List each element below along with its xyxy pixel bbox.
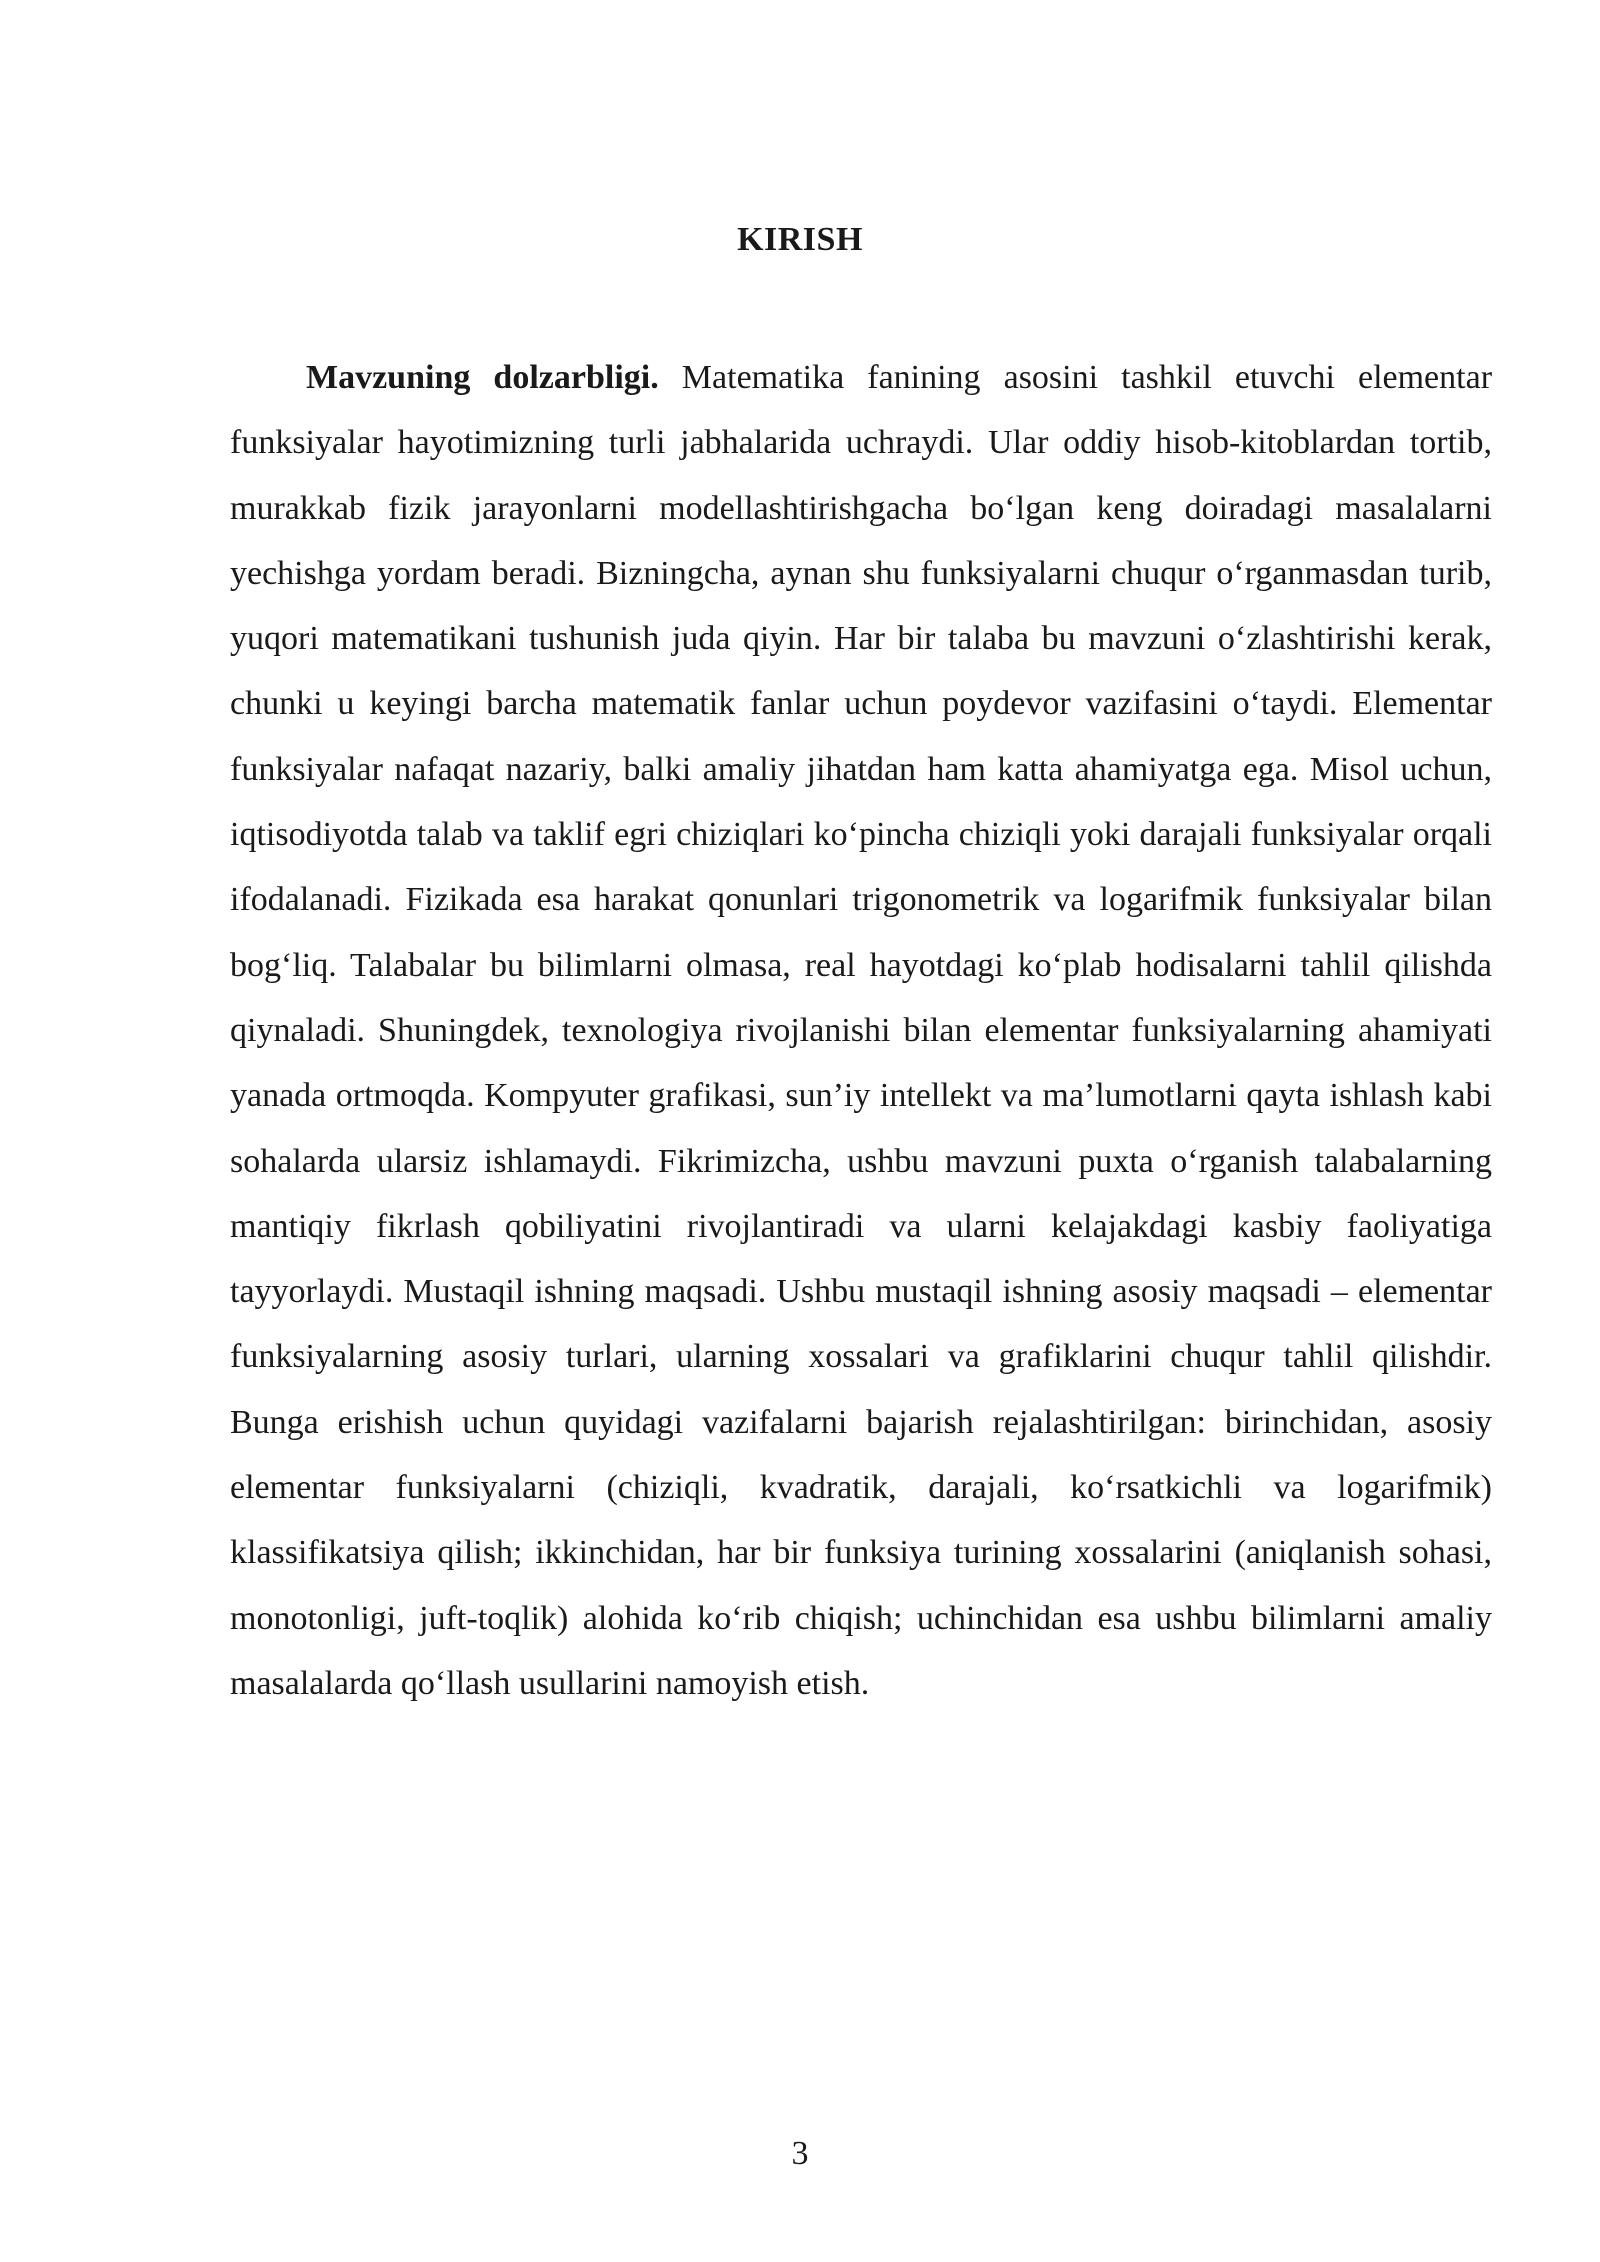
section-title: KIRISH [737, 221, 863, 258]
paragraph-text: Matematika fanining asosini tashkil etuvchi elementar funksiyalar hayotimizning turli jabhalarida uchraydi. Ular oddiy hisob-kitoblardan tortib, murakkab fizik jarayonlarni modellashtirishgacha bo‘lgan keng doiradagi masalalarni yechishga yordam beradi. Bizningcha, aynan shu funksiyalarni chuqur o‘rganmasdan turib, yuqori matematikani tushunish juda qiyin. Har bir talaba bu mavzuni o‘zlashtirishi kerak, chunki u keyingi barcha matematik fanlar uchun poydevor vazifasini o‘taydi. Elementar funksiyalar nafaqat nazariy, balki amaliy jihatdan ham katta ahamiyatga ega. Misol uchun, iqtisodiyotda talab va taklif egri chiziqlari ko‘pincha chiziqli yoki darajali funksiyalar orqali ifodalanadi. Fizikada esa harakat qonunlari trigonometrik va logarifmik funksiyalar bilan bog‘liq. Talabalar bu bilimlarni olmasa, real hayotdagi ko‘plab hodisalarni tahlil qilishda qiynaladi. Shuningdek, texnologiya rivojlanishi bilan elementar funksiyalarning ahamiyati yanada ortmoqda. Kompyuter grafikasi, sun’iy intellekt va ma’lumotlarni qayta ishlash kabi sohalarda ularsiz ishlamaydi. Fikrimizcha, ushbu mavzuni puxta o‘rganish talabalarning mantiqiy fikrlash qobiliyatini rivojlantiradi va ularni kelajakdagi kasbiy faoliyatiga tayyorlaydi. Mustaqil ishning maqsadi. Ushbu mustaqil ishning asosiy maqsadi – elementar funksiyalarning asosiy turlari, ularning xossalari va grafiklarini chuqur tahlil qilishdir. Bunga erishish uchun quyidagi vazifalarni bajarish rejalashtirilgan: birinchidan, asosiy elementar funksiyalarni (chiziqli, kvadratik, darajali, ko‘rsatkichli va logarifmik) klassifikatsiya qilish; ikkinchidan, har bir funksiya turining xossalarini (aniqlanish sohasi, monotonligi, juft-toqlik) alohida ko‘rib chiqish; uchinchidan esa ushbu bilimlarni amaliy masalalarda qo‘llash usullarini namoyish etish. [230, 359, 1493, 1702]
body-paragraph [230, 345, 1492, 1716]
paragraph-lead: Mavzuning dolzarbligi. [306, 359, 659, 396]
page-number: 3 [791, 2135, 809, 2172]
